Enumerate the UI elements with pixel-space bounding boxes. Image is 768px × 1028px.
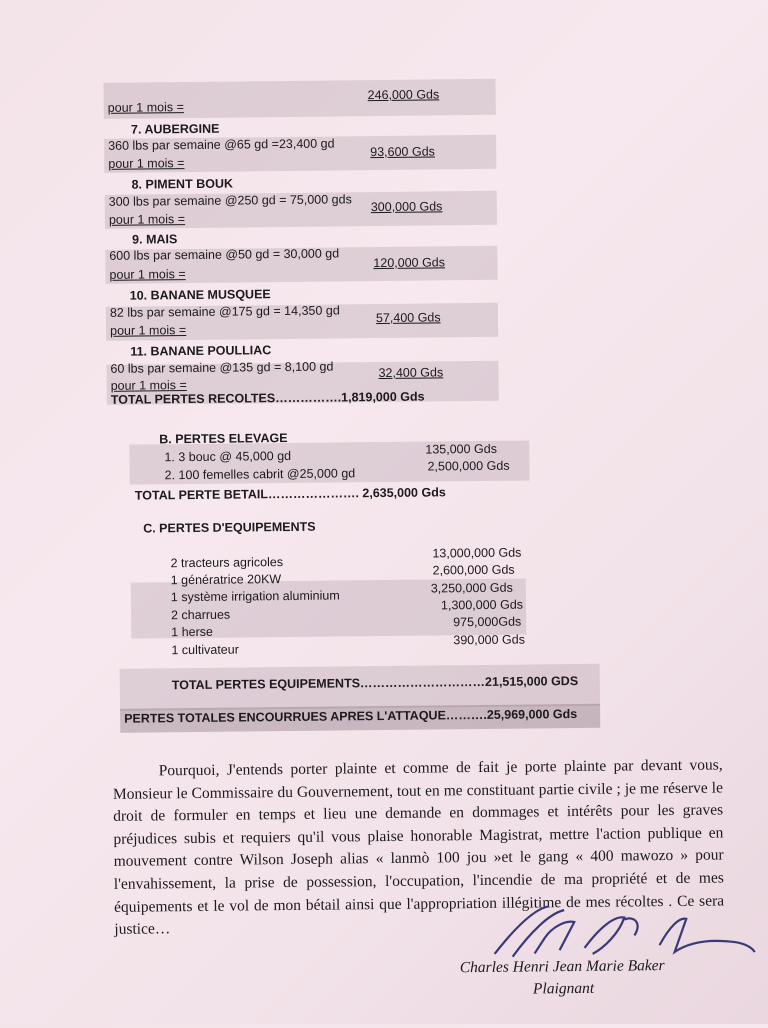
crop-amount: 32,400 Gds [378, 365, 444, 381]
elevage-item: 2. 100 femelles cabrit @25,000 gd [164, 466, 356, 483]
complaint-paragraph: Pourquoi, J'entends porter plainte et comme de fait je porte plainte par devant vous, Monsieur le Commissaire du Gouvernement, tout en me constituant partie civile ; je me réserve le droit de formuler en temps et lieu une demande en dommages et intérêts pour les graves préjudices subis et requiers qu'il vous plaise honorable Magistrat, mettre l'action publique en mouvement contre Wilson Joseph alias « lanmò 100 jou »et le gang « 400 mawozo » pour l'envahissement, la prise de possession, l'occupation, l'incendie de ma propriété et de mes équipements et le vol de mon bétail ainsi que l'appropriation illégitime de mes récoltes . Ce sera justice… [112, 756, 725, 939]
crop-title: 11. BANANE POULLIAC [130, 343, 272, 359]
crop-period-label: pour 1 mois = [110, 323, 187, 338]
crop-period-label: pour 1 mois = [109, 267, 186, 282]
equipement-item: 2 charrues [170, 607, 231, 623]
top-period-amount: 246,000 Gds [367, 87, 440, 103]
crop-title: 9. MAIS [132, 232, 178, 247]
elevage-amount: 135,000 Gds [425, 441, 498, 457]
crop-amount: 300,000 Gds [370, 199, 443, 215]
signatory-role: Plaignant [532, 979, 595, 998]
equipement-item: 1 système irrigation aluminium [170, 588, 340, 605]
elevage-total: TOTAL PERTE BETAIL…………………. 2,635,000 Gds [134, 485, 446, 503]
crop-amount: 120,000 Gds [373, 255, 446, 271]
equipement-amount: 1,300,000 Gds [440, 597, 524, 613]
equipement-amount: 975,000Gds [453, 614, 522, 630]
equipement-amount: 13,000,000 Gds [432, 545, 522, 561]
equipement-amount: 3,250,000 Gds [430, 580, 513, 596]
crop-detail: 300 lbs par semaine @250 gd = 75,000 gds [108, 192, 352, 209]
crop-title: 7. AUBERGINE [130, 121, 220, 137]
equipement-item: 1 cultivateur [171, 642, 239, 658]
crop-amount: 93,600 Gds [370, 144, 435, 160]
crop-period-label: pour 1 mois = [108, 156, 185, 171]
equipements-heading: C. PERTES D'EQUIPEMENTS [143, 519, 316, 536]
equipement-item: 1 génératrice 20KW [170, 572, 282, 588]
elevage-heading: B. PERTES ELEVAGE [159, 431, 288, 447]
equipement-item: 2 tracteurs agricoles [170, 555, 284, 571]
crop-period-label: pour 1 mois = [108, 212, 186, 227]
elevage-amount: 2,500,000 Gds [427, 458, 510, 474]
crop-period-label: pour 1 mois = [110, 378, 187, 393]
signatory-name: Charles Henri Jean Marie Baker [459, 957, 665, 977]
crop-amount: 57,400 Gds [375, 310, 441, 326]
crop-detail: 360 lbs par semaine @65 gd =23,400 gd [108, 136, 335, 153]
grand-total: PERTES TOTALES ENCOURRUES APRES L'ATTAQUE……….25,969,000 Gds [124, 706, 578, 726]
crop-title: 8. PIMENT BOUK [131, 176, 234, 192]
recoltes-total: TOTAL PERTES RECOLTES…………….1,819,000 Gds [110, 389, 425, 407]
elevage-item: 1. 3 bouc @ 45,000 gd [164, 448, 292, 465]
equipement-amount: 2,600,000 Gds [432, 562, 515, 578]
crop-title: 10. BANANE MUSQUEE [129, 287, 271, 303]
equipements-total: TOTAL PERTES EQUIPEMENTS…………………………21,515,000 GDS [171, 673, 579, 693]
top-period-label: pour 1 mois = [107, 100, 184, 115]
equipement-amount: 390,000 Gds [453, 632, 526, 648]
crop-detail: 82 lbs par semaine @175 gd = 14,350 gd [109, 303, 340, 320]
crop-detail: 600 lbs par semaine @50 gd = 30,000 gd [109, 246, 340, 263]
crop-detail: 60 lbs par semaine @135 gd = 8,100 gd [110, 359, 334, 376]
equipement-item: 1 herse [171, 624, 214, 640]
